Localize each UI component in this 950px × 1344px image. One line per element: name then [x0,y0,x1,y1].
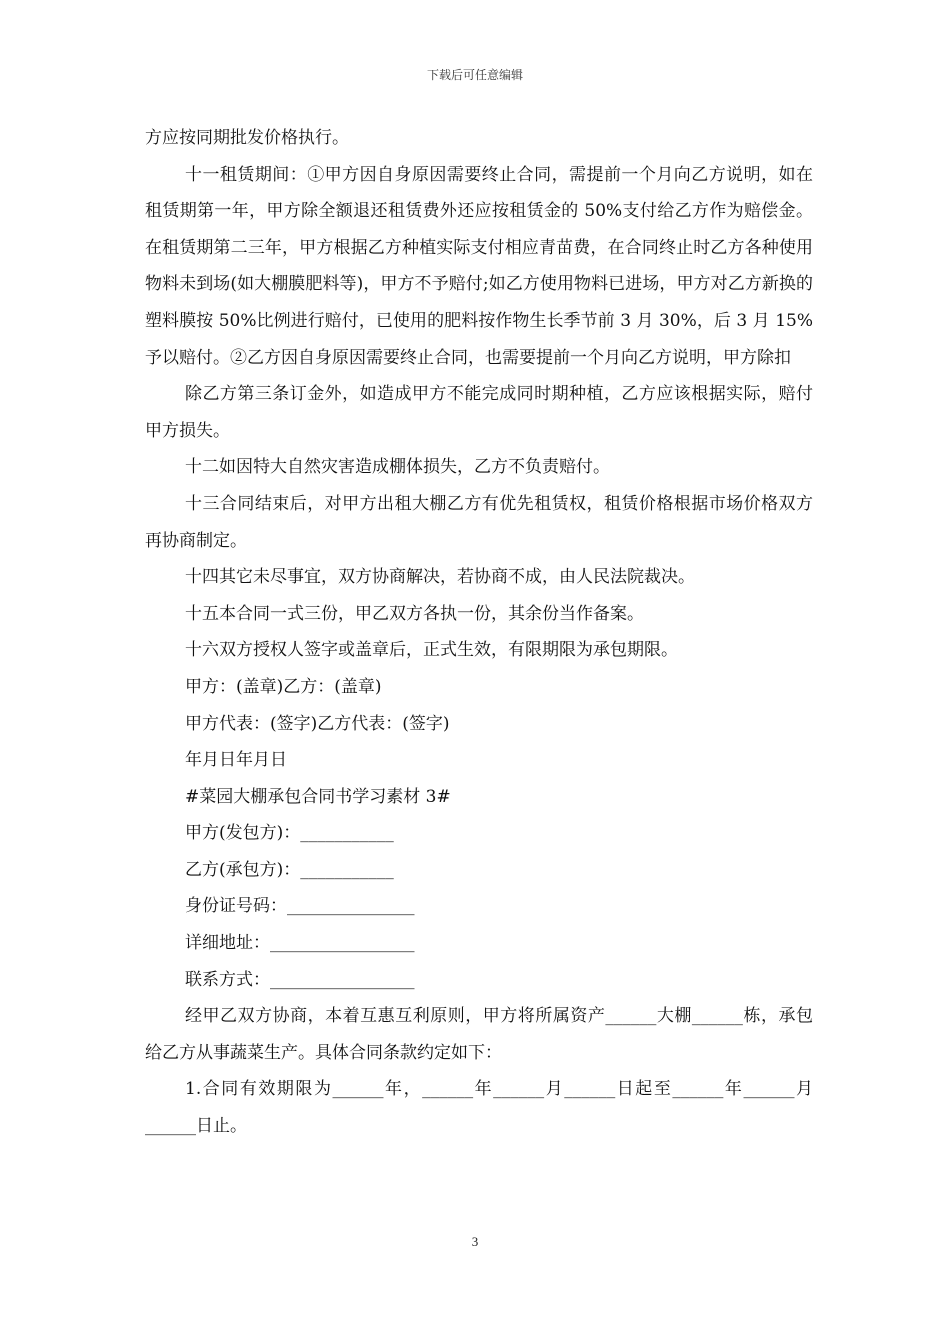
paragraph: 方应按同期批发价格执行。 [145,128,349,148]
paragraph: 十四其它未尽事宜，双方协商解决，若协商不成，由人民法院裁决。 [185,567,695,588]
paragraph: 除乙方第三条订金外，如造成甲方不能完成同时期种植，乙方应该根据实际，赔付甲方损失。 [145,384,813,441]
date-line: 年月日年月日 [185,750,287,771]
paragraph: 十二如因特大自然灾害造成棚体损失，乙方不负责赔付。 [185,457,610,478]
paragraph: 经甲乙双方协商，本着互惠互利原则，甲方将所属资产______大棚______栋，承包给乙方从事蔬菜生产。具体合同条款约定如下： [145,1006,813,1063]
paragraph: 十六双方授权人签字或盖章后，正式生效，有限期限为承包期限。 [185,640,678,661]
form-field-party-a: 甲方(发包方)：___________ [185,823,394,844]
page-header: 下载后可任意编辑 [426,68,523,82]
form-field-contact: 联系方式：_________________ [185,969,415,990]
paragraph: 十三合同结束后，对甲方出租大棚乙方有优先租赁权，租赁价格根据市场价格双方再协商制定。 [145,493,813,551]
signature-line: 甲方代表：(签字)乙方代表：(签字) [185,713,450,734]
paragraph: 十一租赁期间：①甲方因自身原因需要终止合同，需提前一个月向乙方说明，如在租赁期第一年，甲方除全额退还租赁费外还应按租赁金的 50%支付给乙方作为赔偿金。在租赁期第二三年，甲方根据乙方种植实际支付相应青苗费，在合同终止时乙方各种使用物料未到场(如大棚膜肥料等)，甲方不予赔付;如乙方使用物料已进场，甲方对乙方新换的塑料膜按 50%比例进行赔付，已使用的肥料按作物生长季节前 3 月 30%，后 3 月 15%予以赔付。②乙方因自身原因需要终止合同，也需要提前一个月向乙方说明，甲方除扣 [145,164,813,368]
page-number: 3 [471,1234,479,1249]
form-field-id-number: 身份证号码：_______________ [185,896,415,917]
paragraph: 1.合同有效期限为______年，______年______月______日起至______年______月______日止。 [145,1079,813,1137]
paragraph: 十五本合同一式三份，甲乙双方各执一份，其余份当作备案。 [185,603,644,624]
form-field-address: 详细地址：_________________ [185,933,415,954]
document-body [145,120,813,1145]
signature-line: 甲方：(盖章)乙方：(盖章) [185,676,382,697]
form-field-party-b: 乙方(承包方)：___________ [185,859,394,880]
section-title: #菜园大棚承包合同书学习素材 3# [185,786,451,807]
